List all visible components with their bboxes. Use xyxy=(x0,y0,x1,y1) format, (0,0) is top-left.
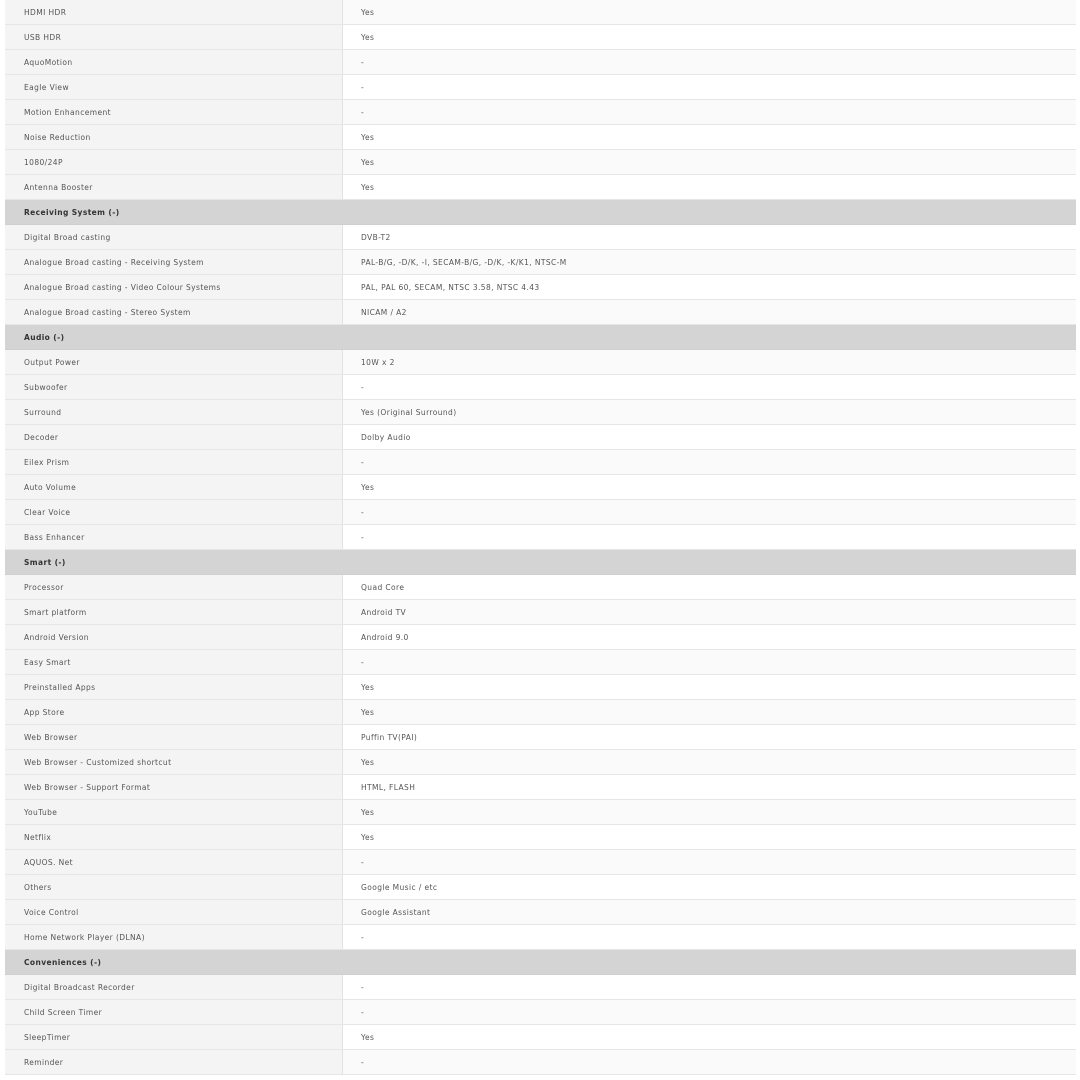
spec-row xyxy=(5,900,1076,925)
spec-label: AquoMotion xyxy=(5,50,343,75)
spec-label: Auto Volume xyxy=(5,475,343,500)
spec-value: HTML, FLASH xyxy=(343,775,1077,800)
spec-value: Yes xyxy=(343,700,1077,725)
spec-row xyxy=(5,600,1076,625)
spec-row xyxy=(5,975,1076,1000)
spec-row xyxy=(5,1050,1076,1075)
section-header-row xyxy=(5,200,1076,225)
spec-value: Yes xyxy=(343,825,1077,850)
section-header-row xyxy=(5,550,1076,575)
spec-row xyxy=(5,250,1076,275)
spec-value: - xyxy=(343,450,1077,475)
spec-row xyxy=(5,50,1076,75)
spec-row xyxy=(5,775,1076,800)
spec-row xyxy=(5,650,1076,675)
spec-label: Digital Broad casting xyxy=(5,225,343,250)
spec-label: Eagle View xyxy=(5,75,343,100)
spec-value: Yes xyxy=(343,800,1077,825)
spec-label: USB HDR xyxy=(5,25,343,50)
spec-value: Yes (Original Surround) xyxy=(343,400,1077,425)
spec-row xyxy=(5,75,1076,100)
spec-label: Clear Voice xyxy=(5,500,343,525)
spec-value: - xyxy=(343,1000,1077,1025)
spec-value: - xyxy=(343,100,1077,125)
spec-value: Yes xyxy=(343,1025,1077,1050)
spec-row xyxy=(5,275,1076,300)
spec-value: Yes xyxy=(343,0,1077,25)
spec-value: Yes xyxy=(343,750,1077,775)
spec-label: Web Browser xyxy=(5,725,343,750)
spec-row xyxy=(5,450,1076,475)
spec-row xyxy=(5,675,1076,700)
section-title: Smart (-) xyxy=(5,550,1076,575)
spec-label: Others xyxy=(5,875,343,900)
spec-row xyxy=(5,425,1076,450)
spec-label: Android Version xyxy=(5,625,343,650)
spec-row xyxy=(5,175,1076,200)
spec-label: SleepTimer xyxy=(5,1025,343,1050)
spec-value: Android 9.0 xyxy=(343,625,1077,650)
spec-label: Bass Enhancer xyxy=(5,525,343,550)
spec-row xyxy=(5,525,1076,550)
spec-value: - xyxy=(343,75,1077,100)
spec-label: Voice Control xyxy=(5,900,343,925)
spec-label: Netflix xyxy=(5,825,343,850)
section-title: Conveniences (-) xyxy=(5,950,1076,975)
spec-label: Surround xyxy=(5,400,343,425)
spec-value: Yes xyxy=(343,475,1077,500)
spec-value: - xyxy=(343,525,1077,550)
spec-row xyxy=(5,800,1076,825)
spec-row xyxy=(5,400,1076,425)
spec-row xyxy=(5,500,1076,525)
spec-row xyxy=(5,1000,1076,1025)
section-header-row xyxy=(5,950,1076,975)
spec-row xyxy=(5,925,1076,950)
spec-value: - xyxy=(343,500,1077,525)
spec-value: Yes xyxy=(343,25,1077,50)
spec-value: - xyxy=(343,650,1077,675)
section-header-row xyxy=(5,325,1076,350)
spec-label: Preinstalled Apps xyxy=(5,675,343,700)
spec-value: 10W x 2 xyxy=(343,350,1077,375)
spec-value: Quad Core xyxy=(343,575,1077,600)
spec-label: Analogue Broad casting - Video Colour Systems xyxy=(5,275,343,300)
spec-value: - xyxy=(343,975,1077,1000)
spec-label: Antenna Booster xyxy=(5,175,343,200)
spec-label: Reminder xyxy=(5,1050,343,1075)
spec-row xyxy=(5,875,1076,900)
spec-row xyxy=(5,750,1076,775)
spec-value: Google Music / etc xyxy=(343,875,1077,900)
spec-value: - xyxy=(343,50,1077,75)
spec-row xyxy=(5,25,1076,50)
spec-value: Yes xyxy=(343,150,1077,175)
spec-row xyxy=(5,1025,1076,1050)
spec-row xyxy=(5,300,1076,325)
spec-label: 1080/24P xyxy=(5,150,343,175)
spec-row xyxy=(5,475,1076,500)
spec-label: Motion Enhancement xyxy=(5,100,343,125)
spec-value: - xyxy=(343,925,1077,950)
spec-row xyxy=(5,375,1076,400)
spec-table xyxy=(5,0,1076,1075)
spec-label: YouTube xyxy=(5,800,343,825)
spec-label: Output Power xyxy=(5,350,343,375)
spec-label: Digital Broadcast Recorder xyxy=(5,975,343,1000)
spec-value: DVB-T2 xyxy=(343,225,1077,250)
spec-label: Smart platform xyxy=(5,600,343,625)
spec-value: Yes xyxy=(343,175,1077,200)
spec-label: App Store xyxy=(5,700,343,725)
spec-value: Google Assistant xyxy=(343,900,1077,925)
spec-value: NICAM / A2 xyxy=(343,300,1077,325)
spec-label: Web Browser - Support Format xyxy=(5,775,343,800)
spec-label: Easy Smart xyxy=(5,650,343,675)
spec-row xyxy=(5,100,1076,125)
spec-row xyxy=(5,575,1076,600)
spec-label: Home Network Player (DLNA) xyxy=(5,925,343,950)
spec-value: Yes xyxy=(343,675,1077,700)
spec-value: PAL-B/G, -D/K, -I, SECAM-B/G, -D/K, -K/K1, NTSC-M xyxy=(343,250,1077,275)
spec-row xyxy=(5,350,1076,375)
spec-label: Web Browser - Customized shortcut xyxy=(5,750,343,775)
spec-label: Noise Reduction xyxy=(5,125,343,150)
section-title: Receiving System (-) xyxy=(5,200,1076,225)
spec-table-body xyxy=(5,0,1076,1075)
spec-value: PAL, PAL 60, SECAM, NTSC 3.58, NTSC 4.43 xyxy=(343,275,1077,300)
spec-label: Analogue Broad casting - Receiving System xyxy=(5,250,343,275)
spec-row xyxy=(5,825,1076,850)
spec-label: Child Screen Timer xyxy=(5,1000,343,1025)
spec-row xyxy=(5,0,1076,25)
spec-value: - xyxy=(343,375,1077,400)
spec-label: Subwoofer xyxy=(5,375,343,400)
spec-row xyxy=(5,725,1076,750)
spec-value: - xyxy=(343,1050,1077,1075)
spec-row xyxy=(5,850,1076,875)
spec-row xyxy=(5,125,1076,150)
spec-value: Dolby Audio xyxy=(343,425,1077,450)
spec-label: Processor xyxy=(5,575,343,600)
spec-label: HDMI HDR xyxy=(5,0,343,25)
spec-row xyxy=(5,150,1076,175)
spec-label: AQUOS. Net xyxy=(5,850,343,875)
spec-row xyxy=(5,225,1076,250)
spec-row xyxy=(5,625,1076,650)
spec-value: Puffin TV(PAI) xyxy=(343,725,1077,750)
spec-label: Analogue Broad casting - Stereo System xyxy=(5,300,343,325)
spec-label: Decoder xyxy=(5,425,343,450)
spec-row xyxy=(5,700,1076,725)
spec-value: Yes xyxy=(343,125,1077,150)
section-title: Audio (-) xyxy=(5,325,1076,350)
spec-label: Eilex Prism xyxy=(5,450,343,475)
spec-value: - xyxy=(343,850,1077,875)
spec-value: Android TV xyxy=(343,600,1077,625)
